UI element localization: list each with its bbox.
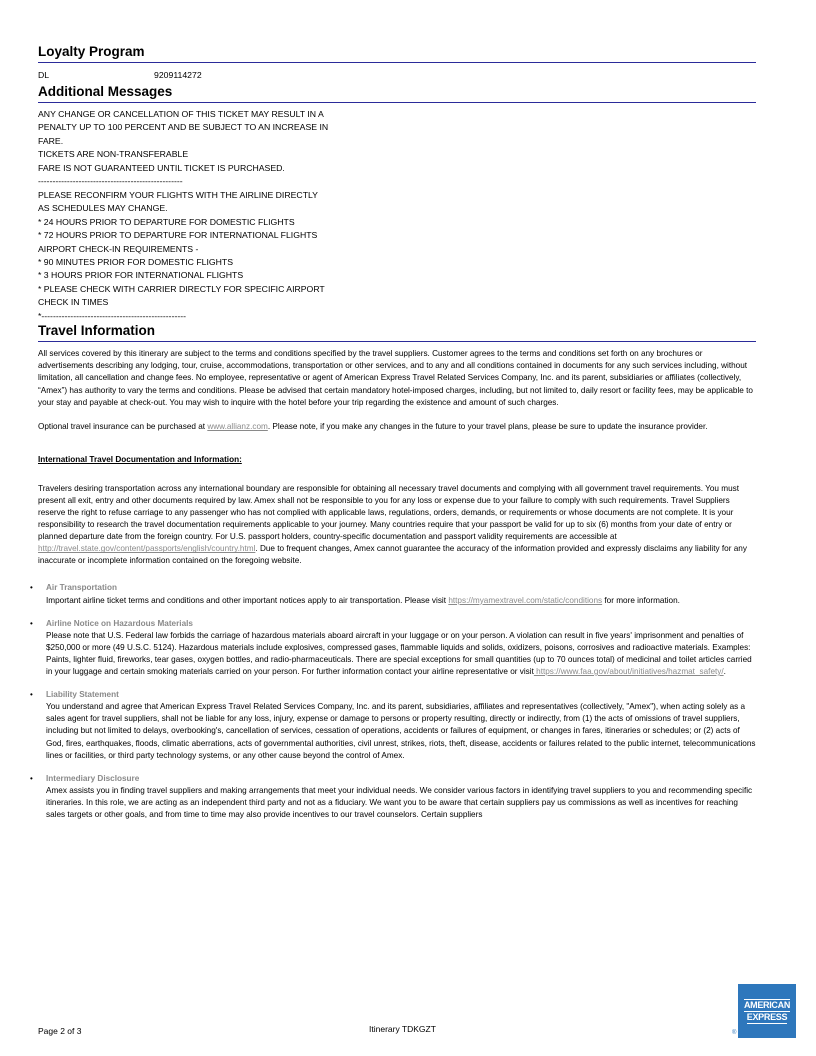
loyalty-airline-code: DL [38, 70, 50, 80]
message-line: PLEASE RECONFIRM YOUR FLIGHTS WITH THE AIRLINE DIRECTLY [38, 189, 318, 200]
list-item-air-transportation [30, 582, 756, 606]
loyalty-program-heading: Loyalty Program [38, 44, 756, 63]
message-line: * 3 HOURS PRIOR FOR INTERNATIONAL FLIGHTS [38, 270, 244, 281]
bullet-text: Please note that U.S. Federal law forbids the carriage of hazardous materials aboard aircraft in your luggage or on your person. A violation can result in five years' imprisonment and penalties of $250,000 or more (49 U.S.C. 5124). Hazardous materials include explosives, compressed gases, flammable liquids and solids, oxidizers, poisons, corrosives and radioactive materials. Examples: Paints, lighter fluid, fireworks, tear gases, oxygen bottles, and radio-pharmaceuticals. There are special exceptions for small quantities (up to 70 ounces total) of medicinal and toilet articles carried in your luggage and certain smoking materials carried on your person. For further information contact your airline representative or visit [46, 630, 752, 677]
bullet-dot: • [30, 690, 33, 700]
registered-mark: ® [732, 1030, 737, 1036]
bullet-title: Liability Statement [46, 690, 119, 700]
message-line: FARE. [38, 135, 64, 146]
bullet-title: Air Transportation [46, 583, 117, 593]
itinerary-label: Itinerary TDKGZT [369, 1024, 436, 1034]
bullet-title: Intermediary Disclosure [46, 773, 140, 783]
bullet-body: Amex assists you in finding travel suppliers and making arrangements that meet your individual needs. We consider various factors in identifying travel suppliers to you and recommending specific itineraries. In this role, we are acting as an independent third party and not as a fiduciary. We want you to be aware that certain suppliers pay us commissions as well as incentives for reaching sales targets or other goals, and from time to time may also provide incentives to our travel counselors. Certain suppliers [46, 785, 753, 819]
loyalty-number: 9209114272 [154, 70, 202, 80]
additional-messages-heading: Additional Messages [38, 84, 756, 103]
faa-hazmat-link[interactable]: https://www.faa.gov/about/initiatives/hazmat_safety/ [533, 667, 724, 677]
insurance-paragraph [38, 421, 756, 433]
message-line: * 24 HOURS PRIOR TO DEPARTURE FOR DOMESTIC FLIGHTS [38, 216, 295, 227]
message-line: AIRPORT CHECK-IN REQUIREMENTS - [38, 243, 199, 254]
bullet-body [46, 630, 756, 678]
logo-line-express: EXPRESS [746, 1011, 788, 1022]
logo-line-american: AMERICAN [743, 999, 791, 1010]
message-line: * 90 MINUTES PRIOR FOR DOMESTIC FLIGHTS [38, 256, 234, 267]
bullet-title: Airline Notice on Hazardous Materials [46, 618, 193, 628]
intl-text: Travelers desiring transportation across any international boundary are responsible for obtaining all necessary travel documents and complying with all government travel requirements. You must present all exit, entry and other documents required by law. Amex shall not be responsible to you for any loss or expense due to your failure to comply with such requirements. Travel Suppliers reserve the right to refuse carriage to any passenger who has not complied with applicable laws, regulations, orders, demands, or requirements or whose documents are not complete. It is your responsibility to research the travel documentation requirements applicable to your journey. Many countries require that your passport be valid for up to six (6) months from your date of entry or planned departure date from the foreign country. For U.S. passport holders, country-specific documentation and passport validity requirements are accessible at [38, 483, 740, 542]
message-line: CHECK IN TIMES [38, 297, 109, 308]
intl-docs-heading: International Travel Documentation and Information: [38, 454, 242, 464]
allianz-link[interactable]: www.allianz.com [207, 421, 268, 431]
bullet-dot: • [30, 583, 33, 593]
notice-list [30, 582, 756, 821]
loyalty-row [38, 70, 756, 80]
message-line: * PLEASE CHECK WITH CARRIER DIRECTLY FOR SPECIFIC AIRPORT [38, 283, 325, 294]
list-item-intermediary-disclosure [30, 773, 756, 821]
intl-text-end: . Due to frequent changes, Amex cannot guarantee the accuracy of the information provided and expressly disclaims any liability for any inaccurate or incomplete information contained on the foregoing website. [38, 544, 747, 566]
travel-information-heading: Travel Information [38, 323, 756, 342]
amex-logo [738, 984, 796, 1038]
bullet-body [46, 595, 756, 607]
itinerary-page [30, 44, 756, 821]
message-line: FARE IS NOT GUARANTEED UNTIL TICKET IS PURCHASED. [38, 162, 285, 173]
message-line: ANY CHANGE OR CANCELLATION OF THIS TICKET MAY RESULT IN A [38, 109, 324, 119]
intl-docs-paragraph [38, 483, 756, 568]
additional-messages [38, 108, 756, 323]
bullet-dot: • [30, 773, 33, 783]
message-line: -------------------------------------------------- [38, 176, 183, 187]
bullet-text-end: . [723, 667, 726, 677]
bullet-body: You understand and agree that American Express Travel Related Services Company, Inc. and its parent, subsidiaries, affiliates and representatives (collectively, "Amex"), when acting solely as a sales agent for travel suppliers, shall not be liable for any loss, injury, expense or damage to persons or property resulting, directly or indirectly, from (1) the acts of omissions of travel suppliers, including but not limited to delays, overbooking's, cancellation of services, cessation of operations, accidents or failures of equipment, or changes in fares, itineraries or schedules; or (2) acts of God, fires, earthquakes, floods, climatic aberrations, acts of governmental authorities, civil unrest, strikes, riots, theft, disease, accidents or failures related to the public internet, telecommunications lines or facilities, or third party technology systems, or any other cause beyond the control of Amex. [46, 702, 756, 760]
travel-state-link[interactable]: http://travel.state.gov/content/passports/english/country.html [38, 544, 256, 554]
conditions-link[interactable]: https://myamextravel.com/static/conditions [448, 595, 603, 605]
message-line: * 72 HOURS PRIOR TO DEPARTURE FOR INTERNATIONAL FLIGHTS [38, 230, 318, 241]
bullet-text: Important airline ticket terms and conditions and other important notices apply to air transportation. Please visit [46, 595, 449, 605]
message-line: AS SCHEDULES MAY CHANGE. [38, 203, 168, 214]
bullet-text-end: for more information. [602, 595, 680, 605]
list-item-hazardous-materials [30, 618, 756, 678]
page-number: Page 2 of 3 [38, 1026, 82, 1036]
message-line: PENALTY UP TO 100 PERCENT AND BE SUBJECT TO AN INCREASE IN [38, 122, 329, 133]
insurance-text: Optional travel insurance can be purchased at [38, 421, 208, 431]
bullet-dot: • [30, 618, 33, 628]
terms-paragraph: All services covered by this itinerary are subject to the terms and conditions specified by the travel suppliers. Customer agrees to the terms and conditions set forth on any brochures or advertisements describing any lodging, tour, cruise, accommodations, transportation or other services, and to any and all conditions contained in documents for any such services including, without limitation, all cancellation and change fees. No employee, representative or agent of American Express Travel Related Services Company, Inc. and its parent, subsidiaries or affiliates (collectively, “Amex”) has authority to vary the terms and conditions. Please be advised that certain mandatory hotel-imposed charges, including, but not limited to, daily resort or facility fees, may be applicable to your stay and payable at check-out. You may wish to inquire with the hotel before your trip regarding the existence and amount of such charges. [38, 349, 753, 407]
list-item-liability-statement [30, 689, 756, 762]
insurance-text-end: . Please note, if you make any changes in the future to your travel plans, please be sure to update the insurance provider. [267, 421, 708, 431]
message-line: TICKETS ARE NON-TRANSFERABLE [38, 149, 189, 160]
message-line: *-------------------------------------------------- [38, 310, 187, 321]
